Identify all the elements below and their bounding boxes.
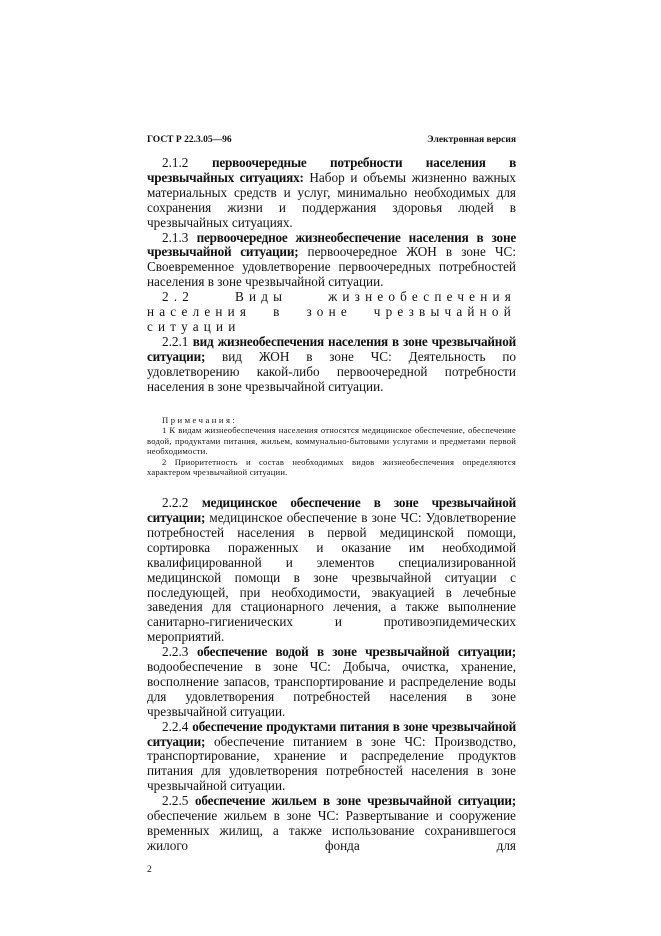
version-label: Электронная версия [427,135,516,145]
definition: обеспечение питанием в зоне ЧС: Производство, транспортирование, хранение и распределение продуктов питания для удовлетворения потребностей населения в зоне чрезвычайной ситуации. [147,733,516,794]
clause-number: 2.2.2 [162,495,202,511]
clause-number: 2.1.3 [162,229,197,245]
clause-number: 2.2.5 [162,793,195,809]
note-item: 1 К видам жизнеобеспечения населения относятся медицинское обеспечение, обеспечение водой, продуктами питания, жильем, коммунально-бытовыми услугами и предметами первой необходимости. [147,425,516,457]
paragraph-2-2-3 [147,645,516,720]
section-heading: 2.2 Виды жизнеобеспечения населения в зоне чрезвычайной ситуации [147,289,516,334]
term: первоочередное жизнеобеспечение населения в зоне чрезвычайной ситуации; [147,229,516,260]
notes-block [147,415,516,479]
document-body-continued [147,496,516,854]
page-header [147,134,516,146]
paragraph-2-2-1 [147,335,516,395]
definition: первоочередное ЖОН в зоне ЧС: Своевременное удовлетворение первоочередных потребностей населения в зоне чрезвычайной ситуации. [147,244,516,290]
paragraph-2-2-4 [147,720,516,795]
term: вид жизнеобеспечения населения в зоне чрезвычайной ситуации; [147,333,517,364]
definition: обеспечение жильем в зоне ЧС: Развертывание и сооружение временных жилищ, а также использование сохранившегося жилого фонда для [147,808,516,853]
term: первоочередные потребности населения в чрезвычайных ситуациях: [147,155,516,185]
document-code: ГОСТ Р 22.3.05—96 [147,135,232,145]
notes-label: Примечания: [162,414,238,425]
clause-number: 2.2.4 [162,718,193,734]
term: медицинское обеспечение в зоне чрезвычайной ситуации; [147,495,516,525]
paragraph-2-2-2 [147,496,516,645]
page-number: 2 [147,864,152,875]
definition: Набор и объемы жизненно важных материальных средств и услуг, минимально необходимых для сохранения жизни и поддержания здоровья людей в чрезвычайных ситуациях. [147,169,516,230]
term: обеспечение водой в зоне чрезвычайной ситуации; [196,644,516,660]
term: обеспечение продуктами питания в зоне чрезвычайной ситуации; [147,718,516,749]
clause-number: 2.2.3 [162,644,197,660]
clause-number: 2.2.1 [162,333,193,349]
term: обеспечение жильем в зоне чрезвычайной ситуации; [194,793,516,809]
clause-number: 2.1.2 [162,155,212,170]
note-item: 2 Приоритетность и состав необходимых видов жизнеобеспечения определяются характером чрезвычайной ситуации. [147,456,516,478]
document-page [147,134,516,876]
definition: медицинское обеспечение в зоне ЧС: Удовлетворение потребностей населения в первой медицинской помощи, сортировка пораженных и оказание им необходимой квалифицированной и элементов специализированной медицинской помощи в зоне чрезвычайной ситуации с последующей, при необходимости, эвакуацией в лечебные заведения для стационарного лечения, а также выполнение санитарно-гигиенических и противоэпидемических мероприятий. [147,509,516,645]
definition: водообеспечение в зоне ЧС: Добыча, очистка, хранение, восполнение запасов, транспортирование и распределение воды для удовлетворения потребностей населения в зоне чрезвычайной ситуации. [147,659,516,719]
document-body [147,156,516,395]
definition: вид ЖОН в зоне ЧС: Деятельность по удовлетворению какой-либо первоочередной потребности населения в зоне чрезвычайной ситуации. [147,348,516,394]
paragraph-2-2-5 [147,794,516,854]
paragraph-2-1-3 [147,231,516,291]
paragraph-2-1-2 [147,156,516,231]
